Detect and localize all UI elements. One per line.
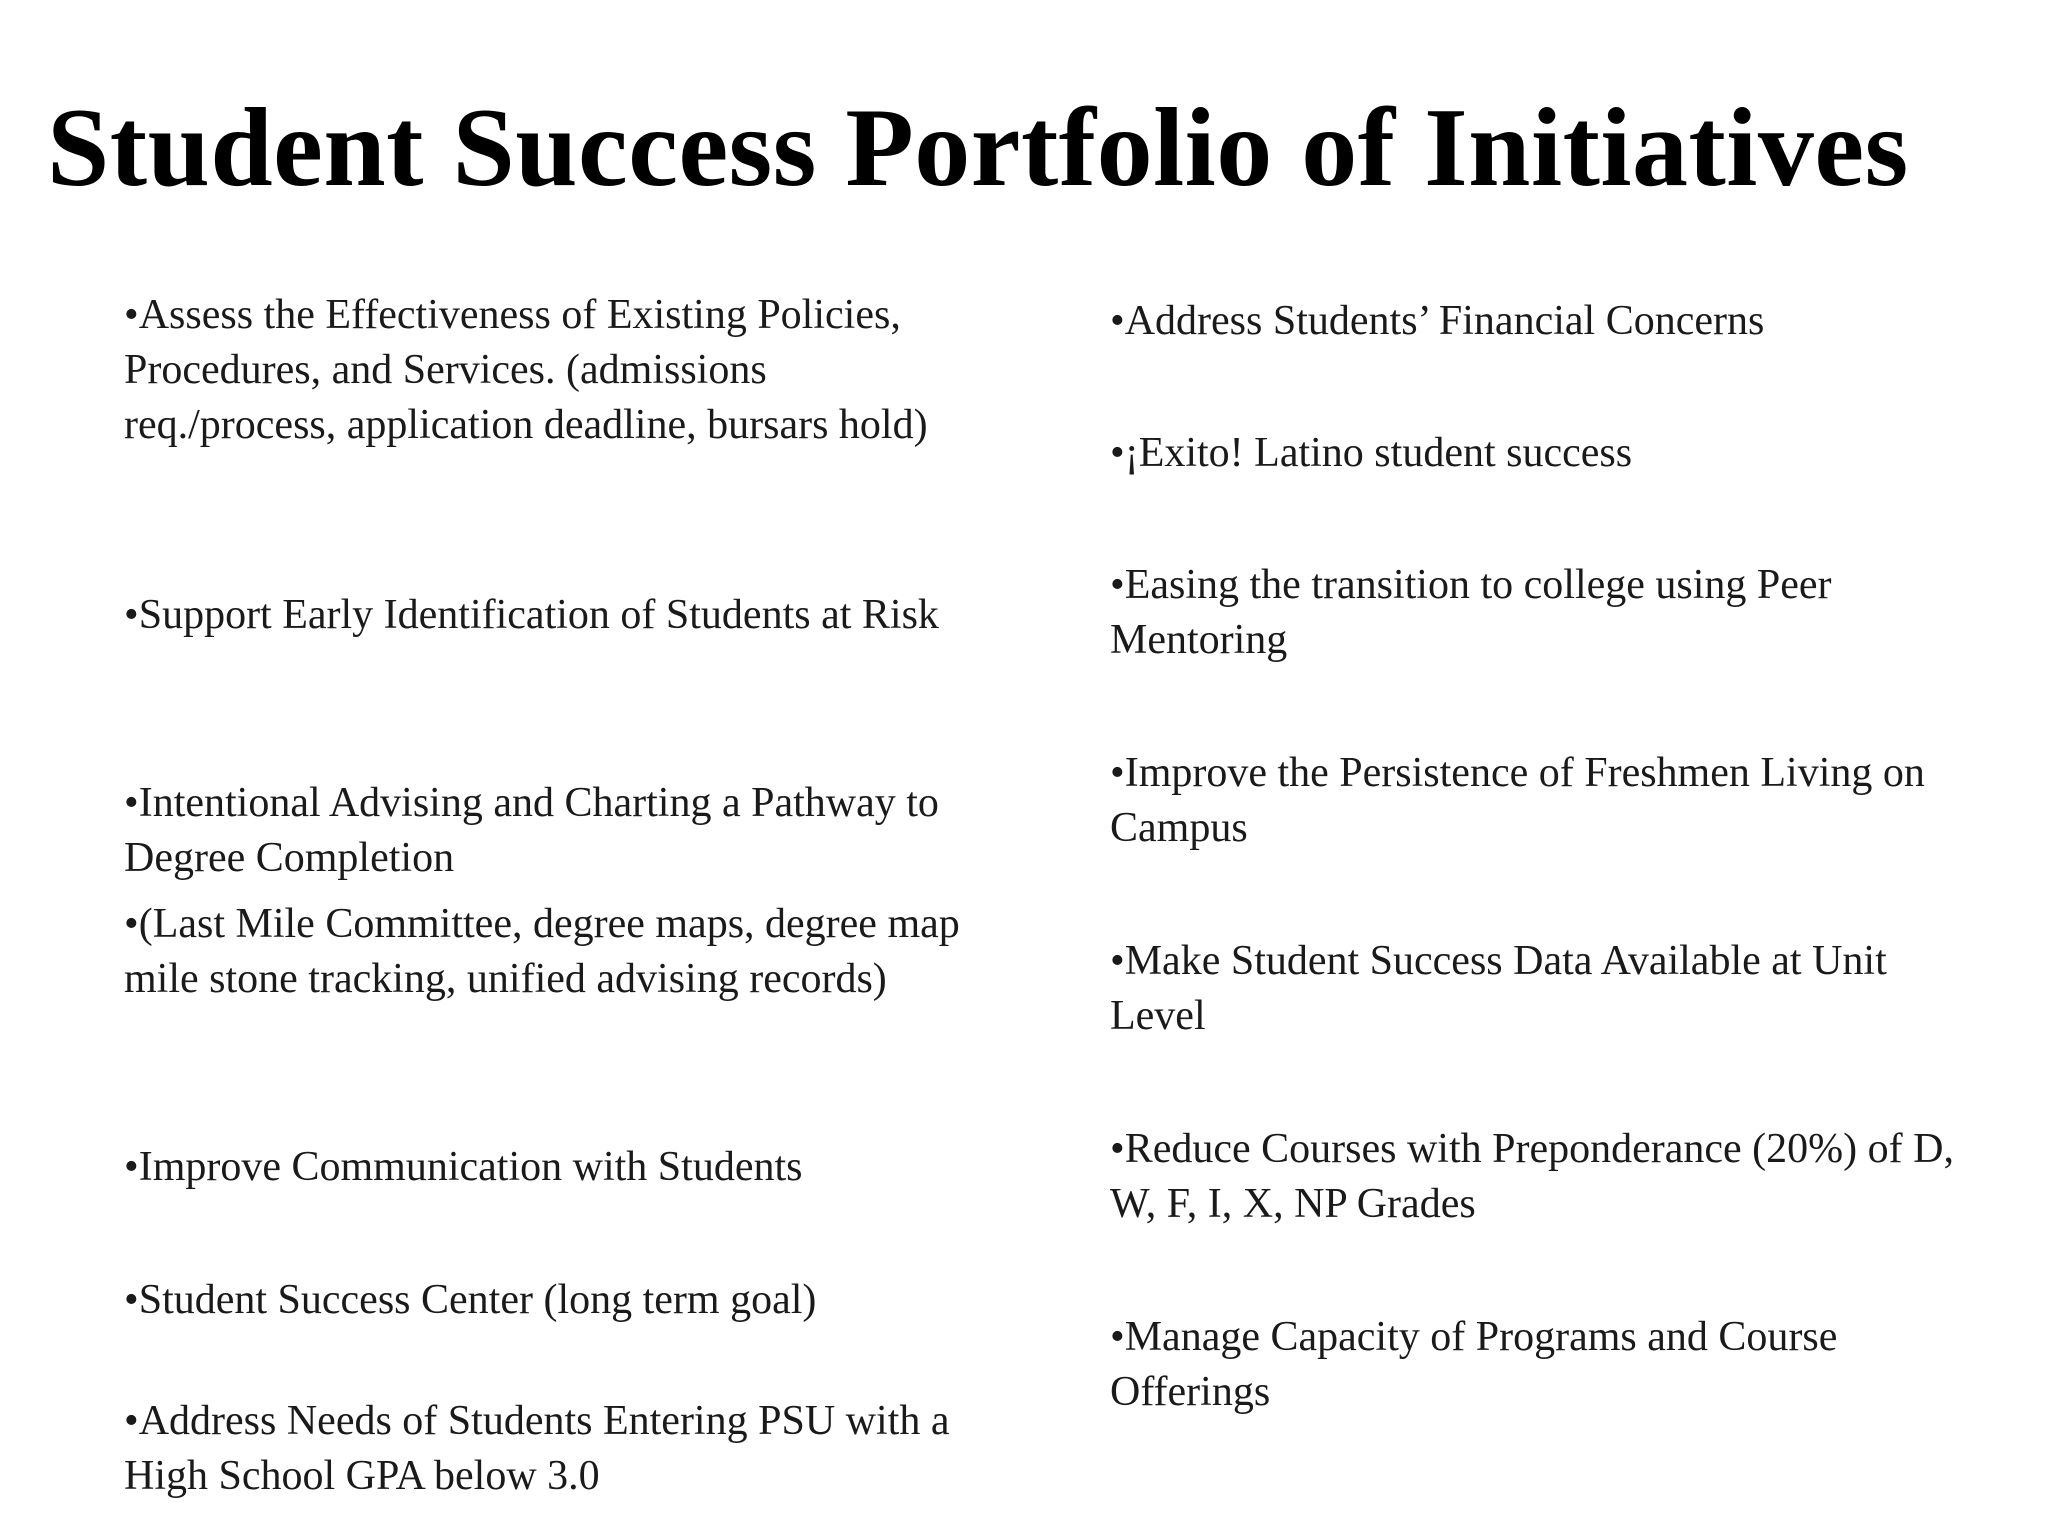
bullet-success-data: •Make Student Success Data Available at Unit Level	[1110, 938, 1887, 1039]
slide-title: Student Success Portfolio of Initiatives	[47, 86, 1909, 210]
bullet-financial-concerns: •Address Students’ Financial Concerns	[1110, 298, 1765, 344]
bullet-last-mile-committee: •(Last Mile Committee, degree maps, degree map mile stone tracking, unified advising records)	[124, 901, 960, 1002]
bullet-address-needs-psu: •Address Needs of Students Entering PSU with a High School GPA below 3.0	[124, 1398, 950, 1499]
bullet-manage-capacity: •Manage Capacity of Programs and Course Offerings	[1110, 1314, 1838, 1415]
bullet-reduce-courses: •Reduce Courses with Preponderance (20%) of D, W, F, I, X, NP Grades	[1110, 1126, 1954, 1227]
bullet-improve-communication: •Improve Communication with Students	[124, 1144, 803, 1190]
bullet-freshmen-persistence: •Improve the Persistence of Freshmen Living on Campus	[1110, 750, 1925, 851]
bullet-assess-effectiveness: •Assess the Effectiveness of Existing Policies, Procedures, and Services. (admissions req./process, application deadline, bursars hold)	[124, 292, 928, 448]
bullet-early-identification: •Support Early Identification of Students at Risk	[124, 592, 939, 638]
bullet-intentional-advising: •Intentional Advising and Charting a Pathway to Degree Completion	[124, 780, 939, 881]
bullet-student-success-center: •Student Success Center (long term goal)	[124, 1277, 817, 1323]
bullet-exito-latino: •¡Exito! Latino student success	[1110, 430, 1633, 476]
bullet-peer-mentoring: •Easing the transition to college using Peer Mentoring	[1110, 562, 1832, 663]
